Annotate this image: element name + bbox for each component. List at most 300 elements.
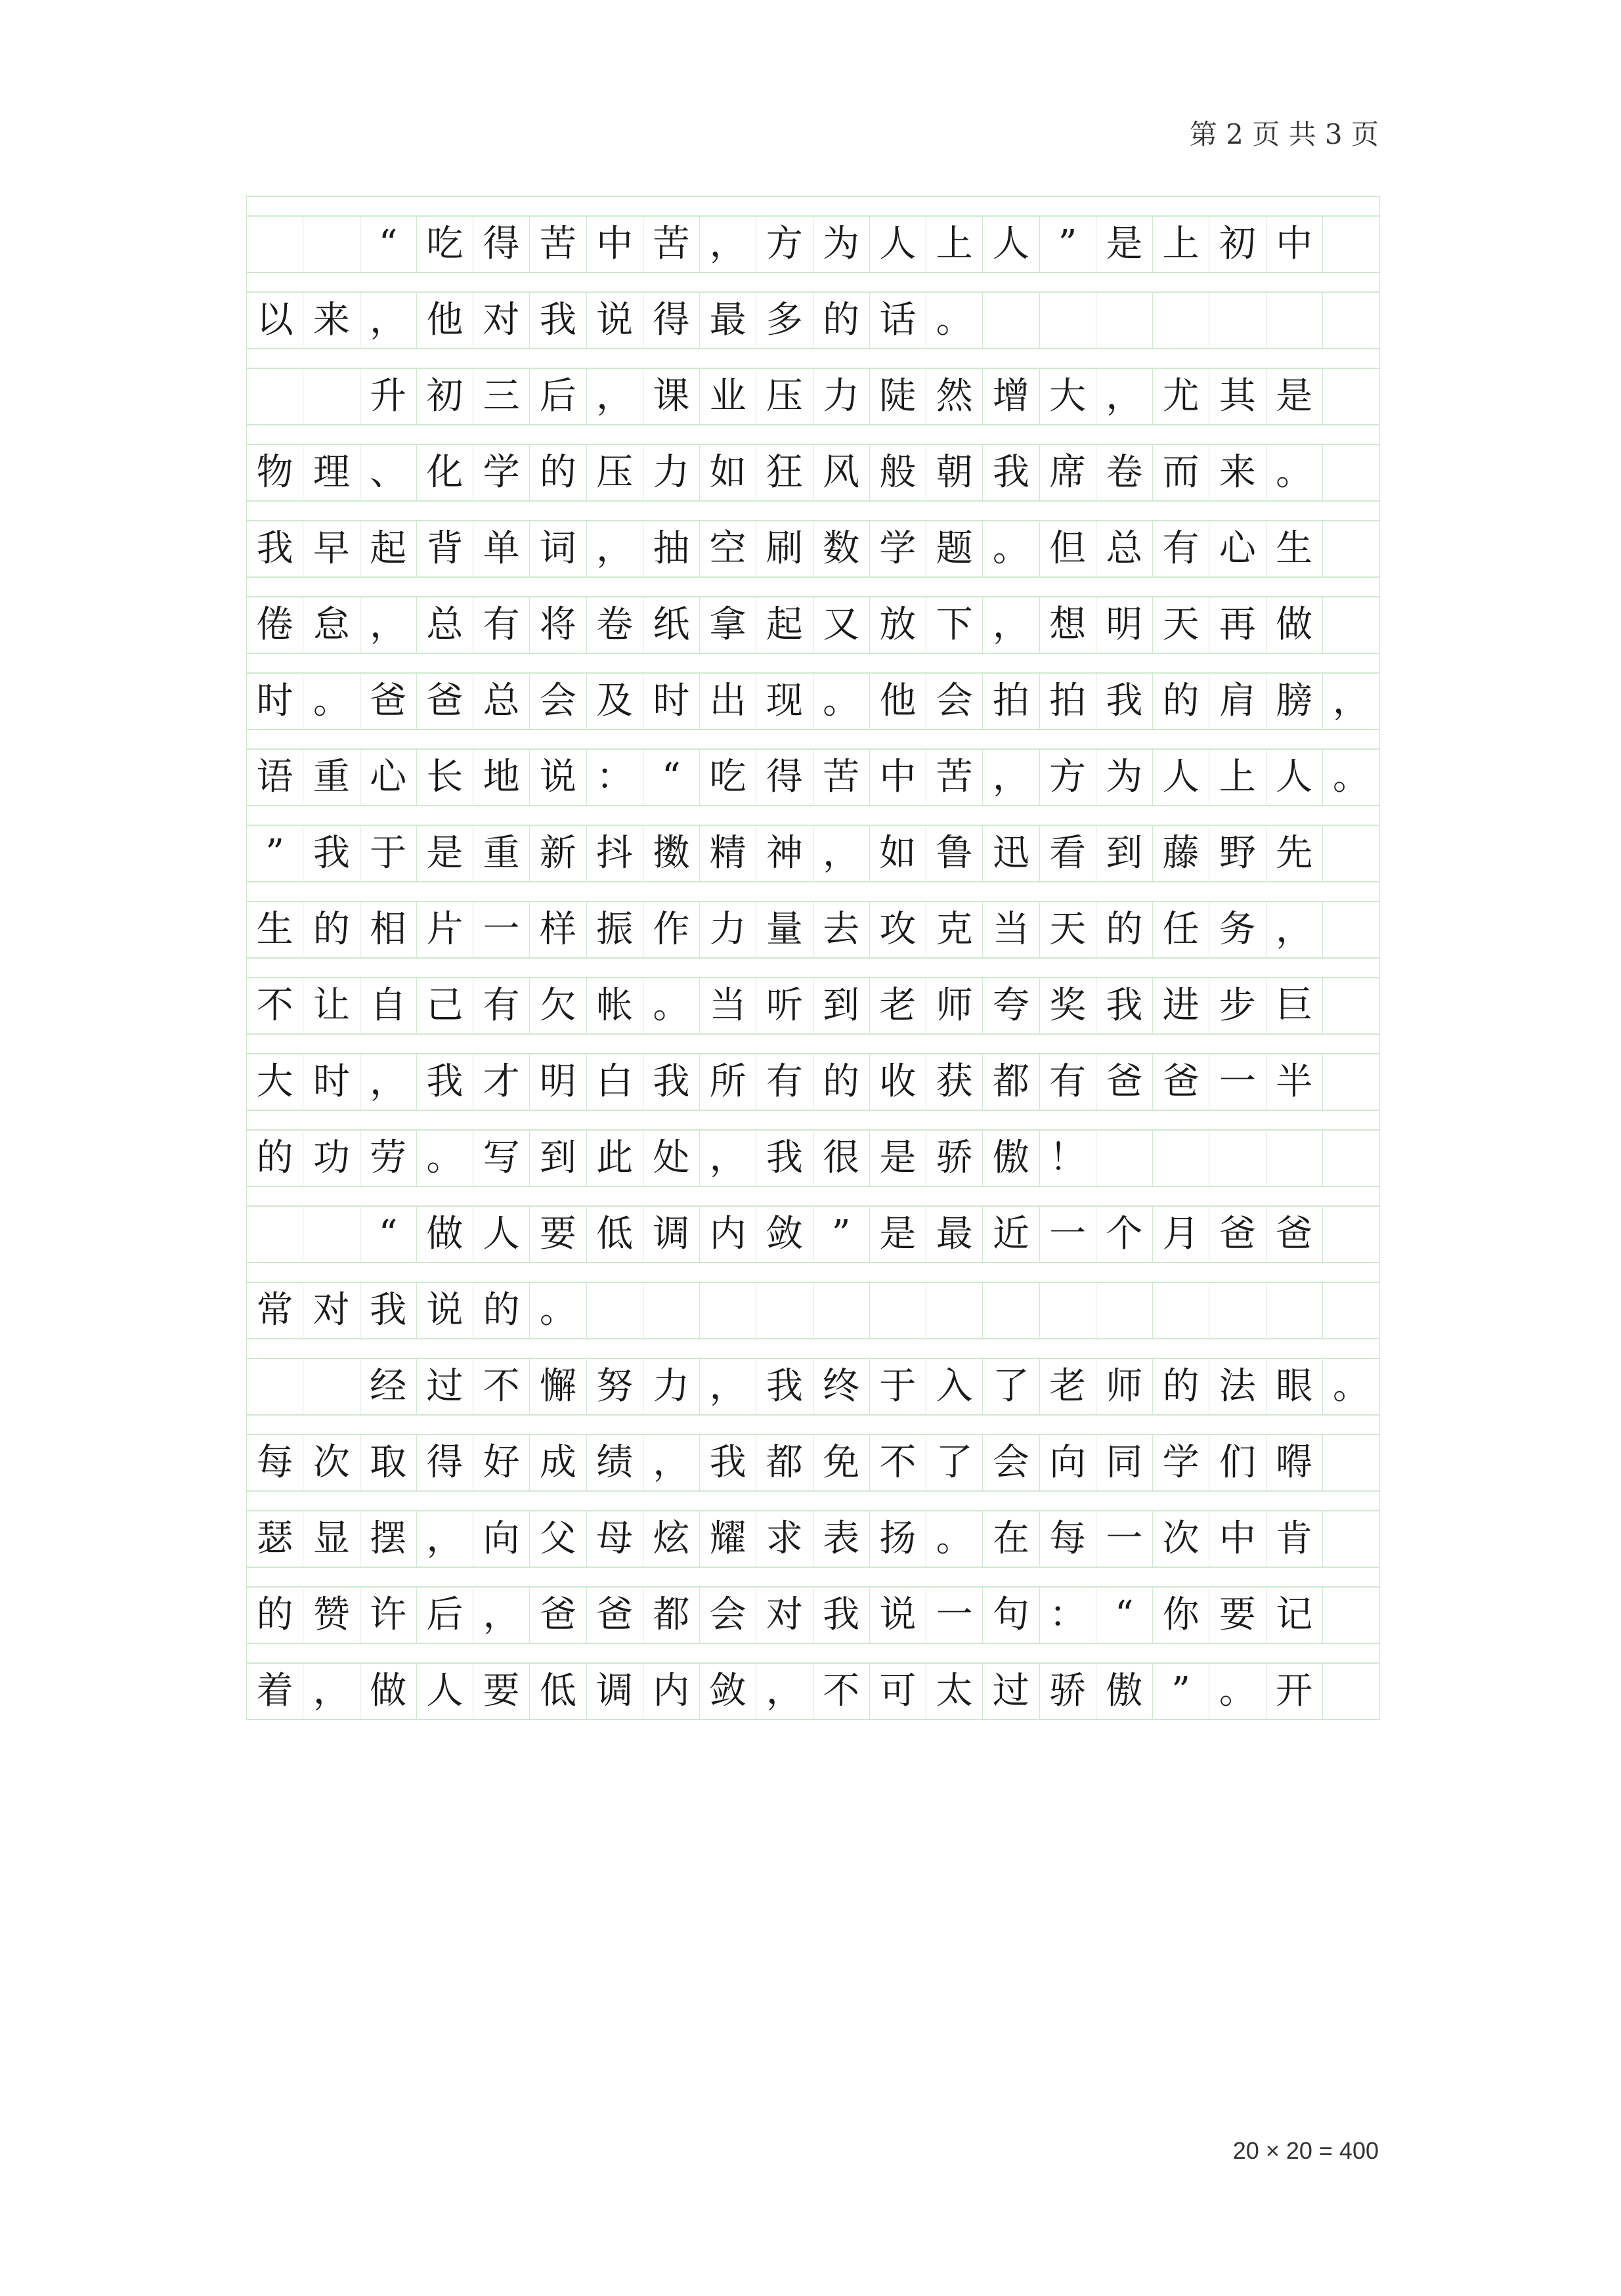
grid-cell: 处 [643, 1131, 700, 1186]
grid-cell: “ [643, 750, 700, 805]
grid-cell: 取 [360, 1435, 417, 1490]
grid-cell [1153, 1283, 1209, 1338]
grid-cell [1153, 293, 1209, 348]
grid-cell: 精 [700, 826, 756, 881]
grid-cell: 席 [1040, 445, 1096, 500]
grid-cell: 拍 [1040, 674, 1096, 729]
grid-cell: 来 [303, 293, 360, 348]
grid-cell: 收 [870, 1054, 926, 1110]
grid-cell [303, 1359, 360, 1414]
grid-cell: 出 [700, 674, 756, 729]
manuscript-line [247, 1511, 1379, 1568]
grid-cell: 内 [700, 1207, 756, 1262]
grid-cell: 一 [926, 1588, 983, 1643]
grid-cell: 作 [643, 902, 700, 957]
grid-cell [247, 1207, 303, 1262]
manuscript-line [247, 1588, 1379, 1644]
grid-cell: 膀 [1266, 674, 1323, 729]
grid-cell [587, 1283, 643, 1338]
grid-cell: 然 [926, 369, 983, 424]
grid-cell: ， [756, 1664, 813, 1719]
grid-cell: 神 [756, 826, 813, 881]
grid-cell: 要 [530, 1207, 586, 1262]
grid-cell: 次 [303, 1435, 360, 1490]
grid-cell: 要 [1209, 1588, 1266, 1643]
grid-cell: 方 [756, 217, 813, 272]
grid-cell: 了 [926, 1435, 983, 1490]
grid-cell: 攻 [870, 902, 926, 957]
grid-cell: 爸 [1153, 1054, 1209, 1110]
grid-cell: 业 [700, 369, 756, 424]
line-spacer [247, 578, 1379, 597]
grid-cell: 眼 [1266, 1359, 1323, 1414]
grid-cell: 我 [247, 521, 303, 576]
grid-cell: 中 [1209, 1511, 1266, 1567]
grid-cell: 所 [700, 1054, 756, 1110]
grid-cell: 苦 [813, 750, 870, 805]
grid-cell: 摆 [360, 1511, 417, 1567]
grid-cell: 功 [303, 1131, 360, 1186]
grid-cell: 赞 [303, 1588, 360, 1643]
grid-cell: 此 [587, 1131, 643, 1186]
grid-cell: 句 [983, 1588, 1039, 1643]
grid-cell: 地 [473, 750, 530, 805]
grid-cell: 来 [1209, 445, 1266, 500]
grid-cell [1323, 217, 1379, 272]
grid-cell: 去 [813, 902, 870, 957]
grid-cell: 我 [756, 1359, 813, 1414]
grid-cell [1323, 1435, 1379, 1490]
grid-cell: 上 [1209, 750, 1266, 805]
grid-cell: 初 [417, 369, 473, 424]
grid-cell [1323, 1511, 1379, 1567]
grid-cell: 到 [530, 1131, 586, 1186]
grid-cell [1153, 1131, 1209, 1186]
grid-cell: 。 [813, 674, 870, 729]
grid-cell: 获 [926, 1054, 983, 1110]
grid-cell [1323, 293, 1379, 348]
grid-cell: 师 [926, 978, 983, 1033]
grid-cell [1323, 1054, 1379, 1110]
grid-cell [813, 1283, 870, 1338]
grid-cell: ， [983, 750, 1039, 805]
grid-cell: 务 [1209, 902, 1266, 957]
grid-cell: 时 [247, 674, 303, 729]
grid-cell: 起 [756, 597, 813, 653]
grid-cell: 不 [813, 1664, 870, 1719]
grid-cell: ” [1153, 1664, 1209, 1719]
grid-cell: 调 [587, 1664, 643, 1719]
grid-cell: 片 [417, 902, 473, 957]
grid-cell: 力 [643, 1359, 700, 1414]
grid-cell: 鲁 [926, 826, 983, 881]
manuscript-line [247, 902, 1379, 959]
grid-cell: 的 [1096, 902, 1153, 957]
grid-cell: 耀 [700, 1511, 756, 1567]
grid-cell: 的 [303, 902, 360, 957]
grid-cell: 升 [360, 369, 417, 424]
grid-cell: 理 [303, 445, 360, 500]
grid-cell: 不 [247, 978, 303, 1033]
grid-cell: 先 [1266, 826, 1323, 881]
manuscript-line [247, 521, 1379, 578]
grid-cell: 次 [1153, 1511, 1209, 1567]
grid-cell: 己 [417, 978, 473, 1033]
grid-cell: 天 [1040, 902, 1096, 957]
grid-cell: 调 [643, 1207, 700, 1262]
grid-cell: 许 [360, 1588, 417, 1643]
grid-cell: 学 [870, 521, 926, 576]
grid-cell: 学 [473, 445, 530, 500]
grid-cell: 要 [473, 1664, 530, 1719]
grid-cell: 于 [360, 826, 417, 881]
grid-cell: 力 [700, 902, 756, 957]
grid-cell: 我 [756, 1131, 813, 1186]
grid-cell: 做 [417, 1207, 473, 1262]
grid-cell: 人 [417, 1664, 473, 1719]
grid-cell: 爸 [417, 674, 473, 729]
line-spacer [247, 882, 1379, 902]
line-spacer [247, 1568, 1379, 1588]
grid-cell: 方 [1040, 750, 1096, 805]
grid-cell: 卷 [1096, 445, 1153, 500]
grid-cell: 每 [1040, 1511, 1096, 1567]
grid-cell: 得 [643, 293, 700, 348]
grid-cell: 师 [1096, 1359, 1153, 1414]
grid-cell: 。 [926, 293, 983, 348]
grid-cell: 而 [1153, 445, 1209, 500]
grid-cell: 苦 [530, 217, 586, 272]
grid-cell: 抖 [587, 826, 643, 881]
manuscript-line [247, 750, 1379, 806]
grid-cell: 、 [360, 445, 417, 500]
grid-cell: 老 [870, 978, 926, 1033]
grid-cell: 在 [983, 1511, 1039, 1567]
grid-cell: 人 [473, 1207, 530, 1262]
line-spacer [247, 273, 1379, 293]
grid-cell: 上 [1153, 217, 1209, 272]
grid-cell: 但 [1040, 521, 1096, 576]
grid-cell: ， [303, 1664, 360, 1719]
grid-cell: 的 [473, 1283, 530, 1338]
grid-cell: 我 [303, 826, 360, 881]
grid-cell [1323, 1664, 1379, 1719]
line-spacer [247, 1187, 1379, 1207]
grid-cell: 人 [983, 217, 1039, 272]
grid-cell: 劳 [360, 1131, 417, 1186]
line-spacer [247, 349, 1379, 369]
grid-cell: 你 [1153, 1588, 1209, 1643]
grid-cell: 天 [1153, 597, 1209, 653]
grid-cell: 的 [813, 1054, 870, 1110]
grid-cell: 上 [926, 217, 983, 272]
grid-cell: 对 [756, 1588, 813, 1643]
grid-cell: 迅 [983, 826, 1039, 881]
grid-cell [1323, 1207, 1379, 1262]
grid-cell: 相 [360, 902, 417, 957]
grid-cell: 看 [1040, 826, 1096, 881]
grid-cell: 语 [247, 750, 303, 805]
grid-cell: 有 [1040, 1054, 1096, 1110]
grid-cell: 中 [870, 750, 926, 805]
line-spacer [247, 1416, 1379, 1435]
grid-cell: 我 [700, 1435, 756, 1490]
grid-cell [1323, 521, 1379, 576]
grid-cell [247, 369, 303, 424]
grid-cell: 懈 [530, 1359, 586, 1414]
grid-cell [1266, 1283, 1323, 1338]
grid-cell: 我 [530, 293, 586, 348]
grid-cell: 爸 [1096, 1054, 1153, 1110]
grid-cell: 力 [643, 445, 700, 500]
grid-cell: 苦 [643, 217, 700, 272]
grid-cell: 他 [417, 293, 473, 348]
grid-cell: ， [360, 1054, 417, 1110]
grid-cell: “ [1096, 1588, 1153, 1643]
grid-cell: 纸 [643, 597, 700, 653]
grid-cell: 及 [587, 674, 643, 729]
grid-cell: 母 [587, 1511, 643, 1567]
grid-cell: 总 [1096, 521, 1153, 576]
manuscript-line [247, 445, 1379, 502]
manuscript-line [247, 978, 1379, 1035]
grid-cell: 会 [700, 1588, 756, 1643]
grid-cell: 不 [870, 1435, 926, 1490]
grid-cell: 一 [1209, 1054, 1266, 1110]
grid-cell: 时 [643, 674, 700, 729]
grid-cell: 终 [813, 1359, 870, 1414]
grid-cell: “ [360, 1207, 417, 1262]
grid-cell: 野 [1209, 826, 1266, 881]
grid-cell: 又 [813, 597, 870, 653]
grid-cell: 不 [473, 1359, 530, 1414]
grid-cell: ， [983, 597, 1039, 653]
grid-cell: 最 [926, 1207, 983, 1262]
line-spacer [247, 730, 1379, 750]
grid-cell: 量 [756, 902, 813, 957]
grid-cell: 到 [1096, 826, 1153, 881]
grid-cell: 增 [983, 369, 1039, 424]
grid-cell: 。 [1332, 756, 1370, 798]
grid-cell: 拿 [700, 597, 756, 653]
grid-cell [303, 1207, 360, 1262]
grid-cell: 生 [247, 902, 303, 957]
grid-cell: 月 [1153, 1207, 1209, 1262]
grid-cell: 开 [1266, 1664, 1323, 1719]
grid-size-footer: 20 × 20 = 400 [1232, 2137, 1379, 2164]
grid-cell [1323, 597, 1379, 653]
grid-cell: 压 [587, 445, 643, 500]
grid-cell [926, 1283, 983, 1338]
manuscript-line [247, 1131, 1379, 1187]
manuscript-line [247, 1283, 1379, 1339]
grid-cell: 傲 [983, 1131, 1039, 1186]
grid-cell [1096, 1131, 1153, 1186]
grid-cell: 倦 [247, 597, 303, 653]
grid-cell: 过 [417, 1359, 473, 1414]
grid-cell [1209, 1283, 1266, 1338]
grid-cell: 夸 [983, 978, 1039, 1033]
grid-cell: 以 [247, 293, 303, 348]
grid-cell: 当 [983, 902, 1039, 957]
grid-cell: 入 [926, 1359, 983, 1414]
grid-cell: 早 [303, 521, 360, 576]
grid-cell: 的 [813, 293, 870, 348]
line-spacer [247, 1339, 1379, 1359]
grid-cell: 抽 [643, 521, 700, 576]
grid-cell: 苦 [926, 750, 983, 805]
grid-cell: 常 [247, 1283, 303, 1338]
grid-cell: 狂 [756, 445, 813, 500]
grid-cell: 数 [813, 521, 870, 576]
grid-cell [247, 217, 303, 272]
grid-cell: 才 [473, 1054, 530, 1110]
grid-cell: 的 [247, 1588, 303, 1643]
grid-cell: 着 [247, 1664, 303, 1719]
line-spacer [247, 806, 1379, 826]
grid-cell: 想 [1040, 597, 1096, 653]
grid-cell: 。 [417, 1131, 473, 1186]
grid-cell [643, 1283, 700, 1338]
grid-cell: 都 [643, 1588, 700, 1643]
grid-cell: ！ [1040, 1131, 1096, 1186]
manuscript-line [247, 597, 1379, 654]
manuscript-grid [246, 196, 1380, 1720]
grid-cell: 做 [360, 1664, 417, 1719]
grid-cell [756, 1283, 813, 1338]
grid-cell: ， [360, 293, 417, 348]
grid-cell: 多 [756, 293, 813, 348]
grid-cell: 陡 [870, 369, 926, 424]
grid-cell: 写 [473, 1131, 530, 1186]
grid-cell: 欠 [530, 978, 586, 1033]
grid-cell: 表 [813, 1511, 870, 1567]
grid-cell: 如 [870, 826, 926, 881]
grid-cell: 低 [587, 1207, 643, 1262]
grid-cell: 物 [247, 445, 303, 500]
grid-cell: 会 [926, 674, 983, 729]
grid-cell: 白 [587, 1054, 643, 1110]
grid-cell: 经 [360, 1359, 417, 1414]
grid-cell [1323, 445, 1379, 500]
grid-cell: 肩 [1209, 674, 1266, 729]
grid-cell: 有 [1153, 521, 1209, 576]
grid-cell: 其 [1209, 369, 1266, 424]
grid-cell: 我 [983, 445, 1039, 500]
grid-cell [1040, 1283, 1096, 1338]
grid-cell: 有 [473, 978, 530, 1033]
grid-cell: 半 [1266, 1054, 1323, 1110]
grid-cell: 克 [926, 902, 983, 957]
grid-cell: 进 [1153, 978, 1209, 1033]
grid-cell: 一 [473, 902, 530, 957]
grid-cell: 得 [473, 217, 530, 272]
grid-cell: 般 [870, 445, 926, 500]
grid-cell: 明 [1096, 597, 1153, 653]
grid-cell: 法 [1209, 1359, 1266, 1414]
grid-cell: 骄 [1040, 1664, 1096, 1719]
grid-cell: 总 [417, 597, 473, 653]
grid-cell: 。 [643, 978, 700, 1033]
line-spacer [247, 1035, 1379, 1054]
grid-cell: 都 [983, 1054, 1039, 1110]
grid-cell: 单 [473, 521, 530, 576]
grid-cell: 免 [813, 1435, 870, 1490]
grid-cell: 中 [587, 217, 643, 272]
grid-cell: 明 [530, 1054, 586, 1110]
grid-cell: 是 [1266, 369, 1323, 424]
grid-cell: 于 [870, 1359, 926, 1414]
grid-cell: 总 [473, 674, 530, 729]
grid-cell [983, 293, 1039, 348]
grid-cell: 。 [530, 1283, 586, 1338]
grid-cell: 题 [926, 521, 983, 576]
grid-cell [700, 1283, 756, 1338]
grid-cell: 。 [1332, 1365, 1370, 1408]
grid-cell: 背 [417, 521, 473, 576]
grid-cell: 帐 [587, 978, 643, 1033]
line-spacer [247, 502, 1379, 521]
grid-cell: 。 [1266, 445, 1323, 500]
grid-cell: 后 [417, 1588, 473, 1643]
grid-cell: ， [700, 1359, 756, 1414]
grid-cell: 自 [360, 978, 417, 1033]
grid-cell [1209, 1131, 1266, 1186]
grid-cell: ， [813, 826, 870, 881]
grid-cell: 会 [530, 674, 586, 729]
grid-cell: 显 [303, 1511, 360, 1567]
grid-cell: 力 [813, 369, 870, 424]
line-spacer [247, 959, 1379, 978]
manuscript-line [247, 1359, 1379, 1416]
grid-cell: 人 [870, 217, 926, 272]
grid-cell: 为 [813, 217, 870, 272]
grid-cell [1266, 293, 1323, 348]
grid-cell: 每 [247, 1435, 303, 1490]
grid-cell [303, 217, 360, 272]
line-spacer [247, 654, 1379, 674]
grid-cell: 擞 [643, 826, 700, 881]
grid-cell: ， [1096, 369, 1153, 424]
grid-cell: 记 [1266, 1588, 1323, 1643]
grid-cell: 放 [870, 597, 926, 653]
grid-cell: 起 [360, 521, 417, 576]
grid-cell [1096, 293, 1153, 348]
grid-cell: 做 [1266, 597, 1323, 653]
grid-cell: 再 [1209, 597, 1266, 653]
grid-cell: 空 [700, 521, 756, 576]
manuscript-line [247, 1054, 1379, 1111]
grid-cell: 人 [1266, 750, 1323, 805]
grid-cell: 将 [530, 597, 586, 653]
grid-cell: 我 [813, 1588, 870, 1643]
grid-cell: 成 [530, 1435, 586, 1490]
grid-cell: 心 [360, 750, 417, 805]
grid-cell: 们 [1209, 1435, 1266, 1490]
grid-cell: 重 [303, 750, 360, 805]
grid-cell: 新 [530, 826, 586, 881]
grid-cell: 我 [417, 1054, 473, 1110]
grid-cell: 了 [983, 1359, 1039, 1414]
grid-cell: 是 [870, 1131, 926, 1186]
grid-cell: 嘚 [1266, 1435, 1323, 1490]
grid-cell: 的 [530, 445, 586, 500]
grid-cell [870, 1283, 926, 1338]
grid-cell: 。 [1209, 1664, 1266, 1719]
grid-cell: 大 [247, 1054, 303, 1110]
grid-cell [983, 1283, 1039, 1338]
grid-cell: 卷 [587, 597, 643, 653]
